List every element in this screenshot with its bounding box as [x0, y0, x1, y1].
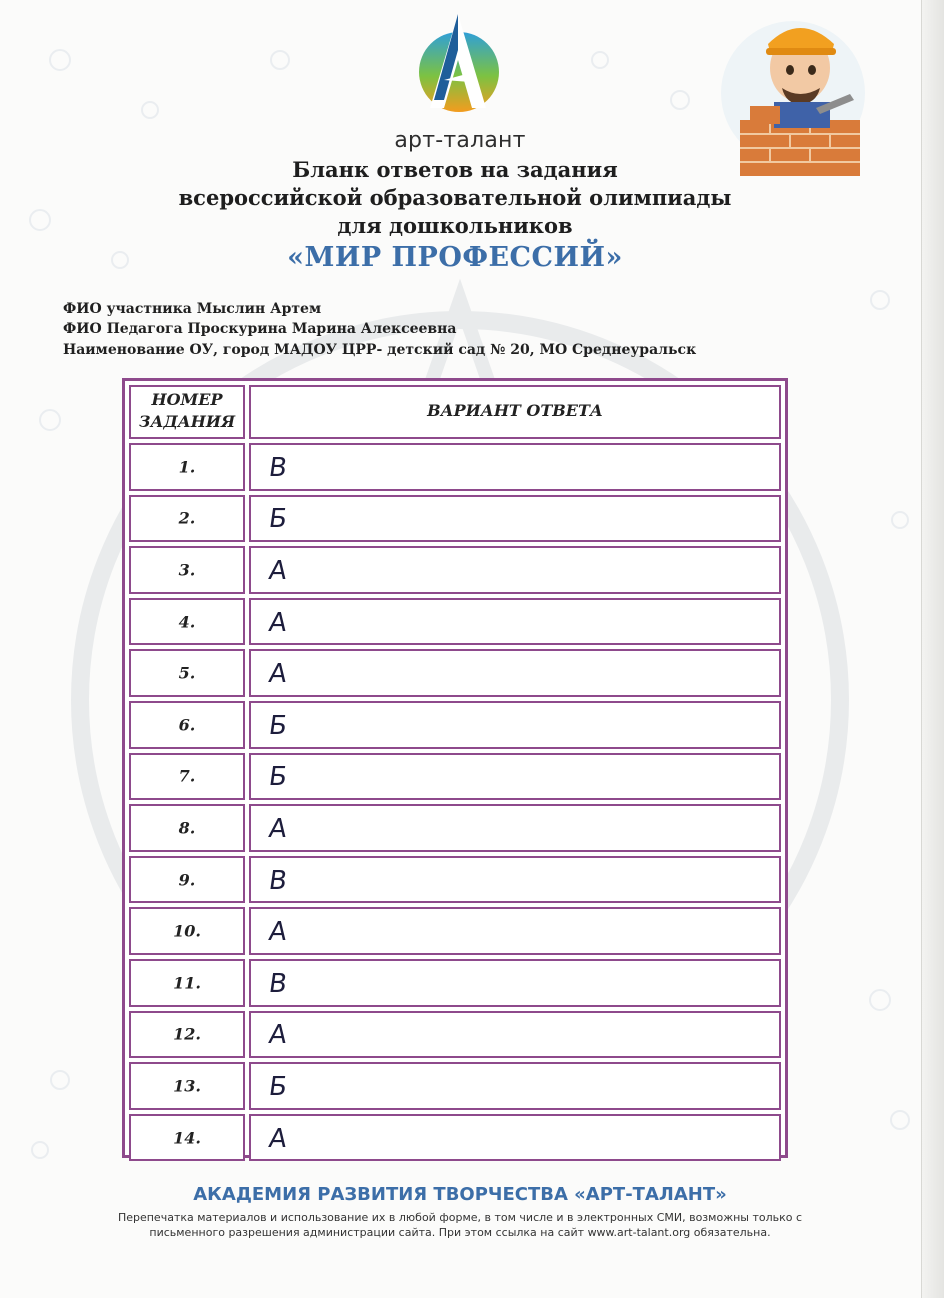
table-row	[129, 1114, 781, 1162]
task-number: 4.	[178, 612, 196, 632]
answer-cell	[249, 959, 781, 1007]
header-task-number-line1: НОМЕР	[151, 390, 223, 409]
task-number-cell	[129, 495, 245, 543]
art-talant-logo	[414, 10, 504, 120]
table-header-row	[129, 385, 781, 439]
header-answer-cell	[249, 385, 781, 439]
answer-table	[122, 378, 788, 1158]
title-line-3: для дошкольников	[337, 213, 573, 238]
task-number: 12.	[173, 1024, 201, 1044]
task-number: 7.	[178, 766, 196, 786]
footer-copyright	[90, 1210, 830, 1240]
table-row	[129, 495, 781, 543]
answer-cell	[249, 1114, 781, 1162]
task-number-cell	[129, 649, 245, 697]
brand-name: арт-талант	[394, 128, 526, 153]
table-row	[129, 1062, 781, 1110]
task-number-cell	[129, 907, 245, 955]
task-number-cell	[129, 598, 245, 646]
handwritten-answer: В	[266, 452, 290, 483]
handwritten-answer: А	[266, 556, 290, 587]
olympiad-name: «МИР ПРОФЕССИЙ»	[287, 242, 623, 273]
task-number-cell	[129, 959, 245, 1007]
task-number-cell	[129, 1114, 245, 1162]
task-number: 10.	[173, 921, 201, 941]
task-number-cell	[129, 1062, 245, 1110]
answer-cell	[249, 598, 781, 646]
header-task-number-cell	[129, 385, 245, 439]
handwritten-answer: Б	[266, 710, 290, 741]
handwritten-answer: А	[266, 1020, 290, 1051]
title-line-1: Бланк ответов на задания	[292, 157, 618, 182]
handwritten-answer: В	[266, 968, 290, 999]
task-number: 5.	[178, 663, 196, 683]
footer-line-1: Перепечатка материалов и использование их в любой форме, в том числе и в электронных СМИ, возможны только с	[117, 1211, 803, 1224]
answer-cell	[249, 1011, 781, 1059]
task-number-cell	[129, 856, 245, 904]
table-row	[129, 907, 781, 955]
handwritten-answer: Б	[266, 762, 290, 793]
task-number: 1.	[178, 457, 196, 477]
header-answer-label: ВАРИАНТ ОТВЕТА	[427, 401, 603, 420]
task-number-cell	[129, 753, 245, 801]
answer-cell	[249, 804, 781, 852]
answer-cell	[249, 753, 781, 801]
handwritten-answer: А	[266, 917, 290, 948]
task-number: 6.	[178, 715, 196, 735]
answer-cell	[249, 907, 781, 955]
handwritten-answer: А	[266, 659, 290, 690]
task-number-cell	[129, 701, 245, 749]
answer-cell	[249, 443, 781, 491]
participant-name: ФИО участника Мыслин Артем	[63, 301, 322, 317]
table-row	[129, 701, 781, 749]
task-number: 9.	[178, 870, 196, 890]
handwritten-answer: А	[266, 607, 290, 638]
answer-cell	[249, 495, 781, 543]
answer-cell	[249, 546, 781, 594]
task-number: 13.	[173, 1076, 201, 1096]
task-number: 14.	[173, 1128, 201, 1148]
task-number-cell	[129, 804, 245, 852]
task-number-cell	[129, 1011, 245, 1059]
task-number-cell	[129, 443, 245, 491]
builder-mascot-illustration	[720, 8, 866, 178]
table-row	[129, 1011, 781, 1059]
handwritten-answer: Б	[266, 504, 290, 535]
task-number: 2.	[178, 508, 196, 528]
table-row	[129, 443, 781, 491]
handwritten-answer: А	[266, 814, 290, 845]
task-number: 3.	[178, 560, 196, 580]
header-task-number-line2: ЗАДАНИЯ	[138, 412, 236, 431]
table-row	[129, 649, 781, 697]
task-number-cell	[129, 546, 245, 594]
answer-cell	[249, 1062, 781, 1110]
answer-cell	[249, 856, 781, 904]
task-number: 11.	[173, 973, 201, 993]
table-row	[129, 598, 781, 646]
table-row	[129, 959, 781, 1007]
answer-cell	[249, 649, 781, 697]
handwritten-answer: Б	[266, 1072, 290, 1103]
table-row	[129, 856, 781, 904]
title-line-2: всероссийской образовательной олимпиады	[178, 185, 732, 210]
handwritten-answer: А	[266, 1123, 290, 1154]
answer-cell	[249, 701, 781, 749]
table-row	[129, 753, 781, 801]
organization-name: Наименование ОУ, город МАДОУ ЦРР- детский сад № 20, МО Среднеуральск	[63, 342, 697, 358]
teacher-name: ФИО Педагога Проскурина Марина Алексеевна	[63, 321, 457, 337]
handwritten-answer: В	[266, 865, 290, 896]
task-number: 8.	[178, 818, 196, 838]
table-row	[129, 546, 781, 594]
footer-title: АКАДЕМИЯ РАЗВИТИЯ ТВОРЧЕСТВА «АРТ-ТАЛАНТ»	[193, 1184, 727, 1205]
footer-line-2: письменного разрешения администрации сайта. При этом ссылка на сайт www.art-talant.org обязательна.	[149, 1226, 771, 1239]
table-row	[129, 804, 781, 852]
